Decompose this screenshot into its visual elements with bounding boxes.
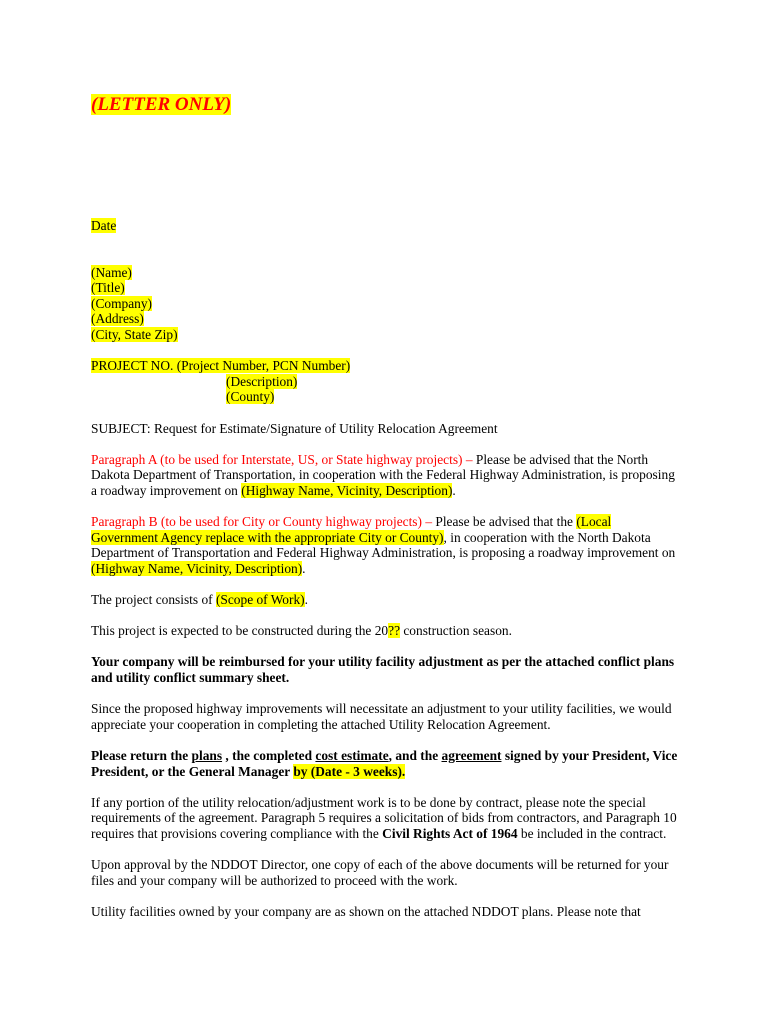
cooperation-paragraph: Since the proposed highway improvements will necessitate an adjustment to your utility facilities, we would appreciate your cooperation in completing the attached Utility Relocation Agreement. [91, 701, 672, 732]
paragraph-b-agency: (Local Government Agency replace with the appropriate City or County) [91, 514, 612, 545]
recipient-name: (Name) [91, 264, 132, 280]
contract-paragraph [91, 795, 681, 842]
return-paragraph [91, 748, 681, 779]
civil-rights-act: Civil Rights Act of 1964 [382, 825, 518, 841]
project-county: (County) [226, 389, 275, 405]
paragraph-a [91, 452, 681, 499]
project-number: PROJECT NO. (Project Number, PCN Number) [91, 358, 351, 374]
facilities-paragraph: Utility facilities owned by your company are as shown on the attached NDDOT plans. Please note that [91, 903, 641, 919]
scope-text: The project consists of [91, 592, 216, 608]
date-placeholder: Date [91, 218, 117, 233]
paragraph-a-highway: (Highway Name, Vicinity, Description) [241, 482, 453, 498]
letter-title-text: (LETTER ONLY) [91, 94, 232, 115]
return-text-1: Please return the [91, 748, 192, 763]
project-block [91, 358, 681, 405]
paragraph-a-label: Paragraph A (to be used for Interstate, US, or State highway projects) – [91, 451, 473, 467]
paragraph-a-end: . [452, 482, 456, 498]
return-text-4: signed by your President, Vice President, or the General Manager [91, 748, 678, 779]
recipient-company: (Company) [91, 295, 152, 311]
plans-term: plans [191, 748, 223, 763]
letter-body [91, 92, 681, 920]
scope-paragraph [91, 592, 681, 608]
paragraph-b-text-1: Please be advised that the [432, 514, 577, 530]
season-end: construction season. [400, 623, 512, 639]
recipient-address-line: (Address) [91, 311, 144, 327]
approval-paragraph: Upon approval by the NDDOT Director, one copy of each of the above documents will be returned for your files and your company will be authorized to proceed with the work. [91, 857, 669, 888]
project-description: (Description) [226, 373, 298, 389]
paragraph-b [91, 514, 681, 576]
paragraph-b-text-2: , in cooperation with the North Dakota Department of Transportation and Federal Highway Administration, is proposing a roadway improvement on [91, 529, 676, 561]
season-paragraph [91, 623, 681, 639]
contract-text-2: be included in the contract. [517, 825, 667, 841]
reimbursement-paragraph: Your company will be reimbursed for your utility facility adjustment as per the attached conflict plans and utility conflict summary sheet. [91, 654, 675, 686]
date-line [91, 218, 681, 234]
paragraph-b-end: . [302, 560, 306, 576]
cost-estimate-term: cost estimate [315, 748, 389, 763]
season-year-placeholder: ?? [388, 623, 401, 639]
recipient-address [91, 265, 681, 343]
paragraph-b-label: Paragraph B (to be used for City or County highway projects) – [91, 514, 433, 530]
scope-end: . [304, 592, 308, 608]
return-deadline: by (Date - 3 weeks). [293, 763, 406, 779]
contract-text-1: If any portion of the utility relocation/adjustment work is to be done by contract, please note the special requirements of the agreement. Paragraph 5 requires a solicitation of bids from contractors, and Paragraph 10 requires that provisions covering compliance with the [91, 794, 677, 841]
scope-placeholder: (Scope of Work) [215, 592, 305, 608]
paragraph-a-text: Please be advised that the North Dakota Department of Transportation, in cooperation with the Federal Highway Administration, is proposing a roadway improvement on [91, 451, 675, 498]
paragraph-b-highway: (Highway Name, Vicinity, Description) [91, 560, 303, 576]
letter-title [91, 92, 681, 118]
season-text: This project is expected to be constructed during the 20 [91, 623, 389, 639]
recipient-city-state-zip: (City, State Zip) [91, 326, 178, 342]
subject-line: SUBJECT: Request for Estimate/Signature of Utility Relocation Agreement [91, 420, 498, 436]
agreement-term: agreement [441, 748, 502, 763]
recipient-title: (Title) [91, 280, 125, 296]
return-text-3: , and the [388, 748, 442, 763]
return-text-2: , the completed [222, 748, 316, 763]
